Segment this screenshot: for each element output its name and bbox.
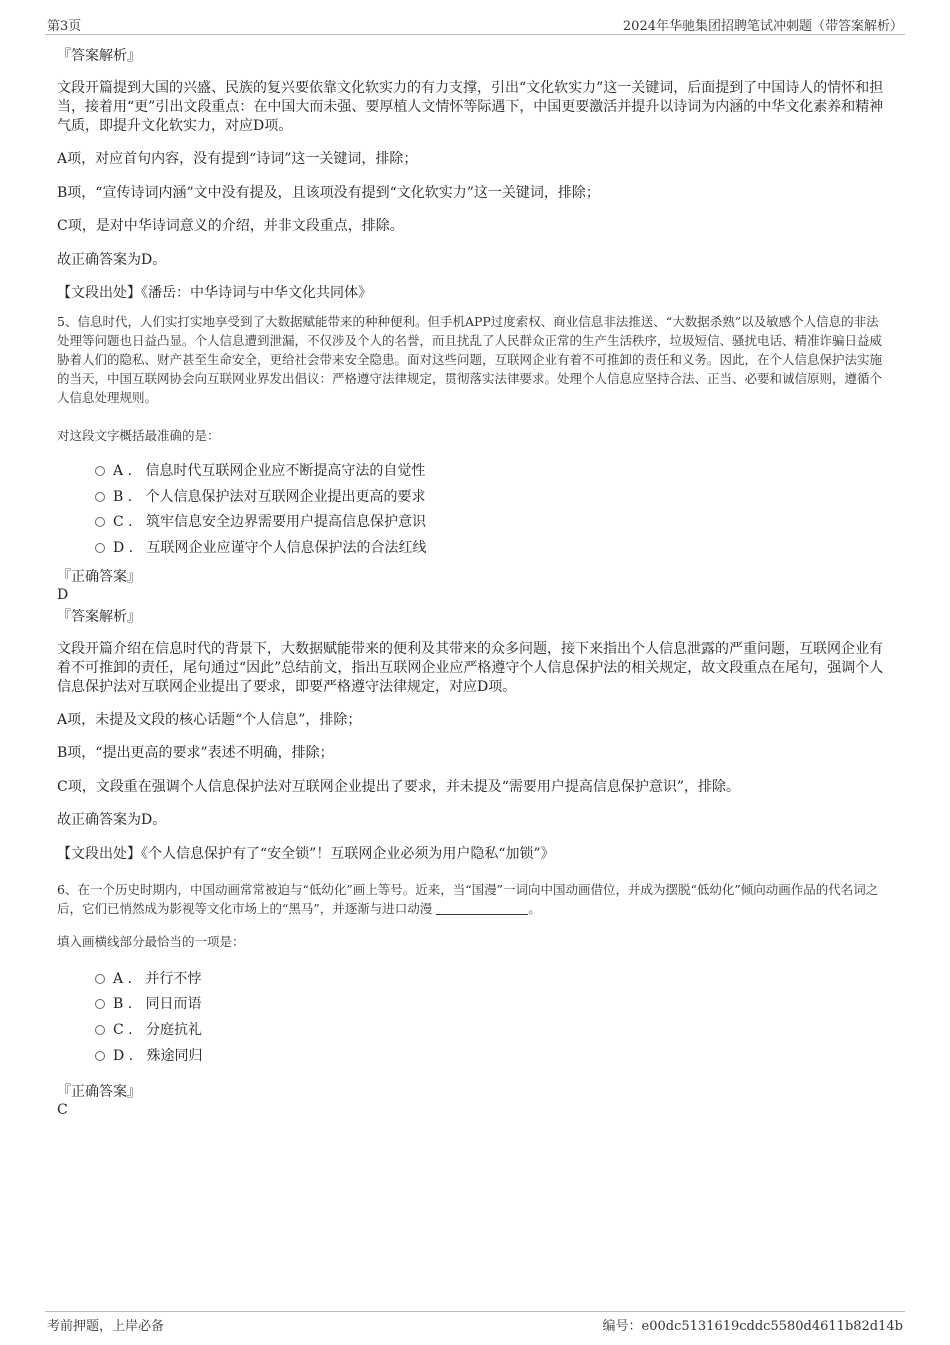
question-5-stem: 5、信息时代，人们实打实地享受到了大数据赋能带来的种种便利。但手机APP过度索权、商业信息非法推送、“大数据杀熟”以及敏感个人信息的非法处理等问题也日益凸显。个人信息遭到泄漏，不仅涉及个人的名誉，而且扰乱了人民群众正常的生产生活秩序，垃圾短信、骚扰电话、精准诈骗日益威胁着人们的隐私、财产甚至生命安全，更给社会带来安全隐患。面对这些问题，互联网企业有着不可推卸的责任和义务。因此，在个人信息保护法实施的当天，中国互联网协会向互联网业界发出倡议：严格遵守法律规定，贯彻落实法律要求。处理个人信息应坚持合法、正当、必要和诚信原则，遵循个人信息处理规则。	[57, 314, 883, 405]
radio-icon[interactable]	[95, 517, 105, 527]
option-5c[interactable]: C . 筑牢信息安全边界需要用户提高信息保护意识	[95, 512, 426, 532]
analysis-text-q5: 文段开篇介绍在信息时代的背景下，大数据赋能带来的便利及其带来的众多问题，接下来指出个人信息泄露的严重问题，互联网企业有着不可推卸的责任，尾句通过“因此”总结前文，指出互联网企业应严格遵守个人信息保护法的相关规定，故文段重点在尾句，强调个人信息保护法对互联网企业提出了要求，即要严格遵守法律规定，对应D项。	[57, 641, 884, 695]
analysis-c-q5: C项，文段重在强调个人信息保护法对互联网企业提出了要求，并未提及“需要用户提高信息保护意识”，排除。	[57, 779, 741, 795]
page-header	[45, 14, 905, 35]
option-6c[interactable]: C . 分庭抗礼	[95, 1020, 202, 1040]
conclusion-q5: 故正确答案为D。	[57, 812, 167, 828]
page-number: 第3页	[47, 19, 82, 34]
question-6-stem: 6、在一个历史时期内，中国动画常常被迫与“低幼化”画上等号。近来，当“国漫”一词向中国动画借位，并成为摆脱“低幼化”倾向动画作品的代名词之后，它们已悄然成为影视等文化市场上的“黑马”，并逐渐与进口动漫 。	[57, 882, 879, 916]
page-footer	[45, 1311, 905, 1334]
analysis-a-q4: A项，对应首句内容，没有提到“诗词”这一关键词，排除；	[57, 151, 418, 167]
radio-icon[interactable]	[95, 543, 105, 553]
option-6d[interactable]: D . 殊途同归	[95, 1046, 202, 1066]
document-title: 2024年华驰集团招聘笔试冲刺题（带答案解析）	[622, 19, 903, 34]
option-6a[interactable]: A . 并行不悖	[95, 969, 201, 989]
answer-label-q5: 『正确答案』	[57, 569, 141, 585]
analysis-label-q5: 『答案解析』	[57, 609, 141, 625]
source-q5: 【文段出处】《个人信息保护有了“安全锁”！互联网企业必须为用户隐私“加锁”》	[57, 846, 555, 862]
conclusion-q4: 故正确答案为D。	[57, 252, 167, 268]
analysis-text-q4: 文段开篇提到大国的兴盛、民族的复兴要依靠文化软实力的有力支撑，引出“文化软实力”这一关键词，后面提到了中国诗人的情怀和担当，接着用“更”引出文段重点：在中国大而未强、要厚植人文情怀等际遇下，中国更要激活并提升以诗词为内涵的中华文化素养和精神气质，即提升文化软实力，对应D项。	[57, 80, 884, 134]
answer-q5: D	[57, 587, 69, 603]
answer-q6: C	[57, 1102, 68, 1118]
option-5d[interactable]: D . 互联网企业应谨守个人信息保护法的合法红线	[95, 538, 426, 558]
radio-icon[interactable]	[95, 466, 105, 476]
radio-icon[interactable]	[95, 492, 105, 502]
analysis-c-q4: C项，是对中华诗词意义的介绍，并非文段重点，排除。	[57, 218, 404, 234]
footer-serial: 编号：e00dc5131619cddc5580d4611b82d14b	[602, 1319, 903, 1334]
footer-slogan: 考前押题，上岸必备	[47, 1319, 165, 1334]
fill-blank	[436, 902, 528, 915]
source-q4: 【文段出处】《潘岳：中华诗词与中华文化共同体》	[57, 285, 372, 301]
analysis-label-q4: 『答案解析』	[57, 48, 141, 64]
radio-icon[interactable]	[95, 1025, 105, 1035]
question-5-prompt: 对这段文字概括最准确的是：	[57, 428, 220, 443]
option-6b[interactable]: B . 同日而语	[95, 994, 202, 1014]
radio-icon[interactable]	[95, 1051, 105, 1061]
option-5a[interactable]: A . 信息时代互联网企业应不断提高守法的自觉性	[95, 461, 425, 481]
answer-label-q6: 『正确答案』	[57, 1084, 141, 1100]
analysis-b-q4: B项，“宣传诗词内涵”文中没有提及，且该项没有提到“文化软实力”这一关键词，排除；	[57, 185, 600, 201]
radio-icon[interactable]	[95, 974, 105, 984]
option-5b[interactable]: B . 个人信息保护法对互联网企业提出更高的要求	[95, 487, 426, 507]
radio-icon[interactable]	[95, 999, 105, 1009]
analysis-b-q5: B项，“提出更高的要求”表述不明确，排除；	[57, 745, 334, 761]
analysis-a-q5: A项，未提及文段的核心话题“个人信息”，排除；	[57, 712, 362, 728]
question-6-prompt: 填入画横线部分最恰当的一项是：	[57, 934, 245, 949]
